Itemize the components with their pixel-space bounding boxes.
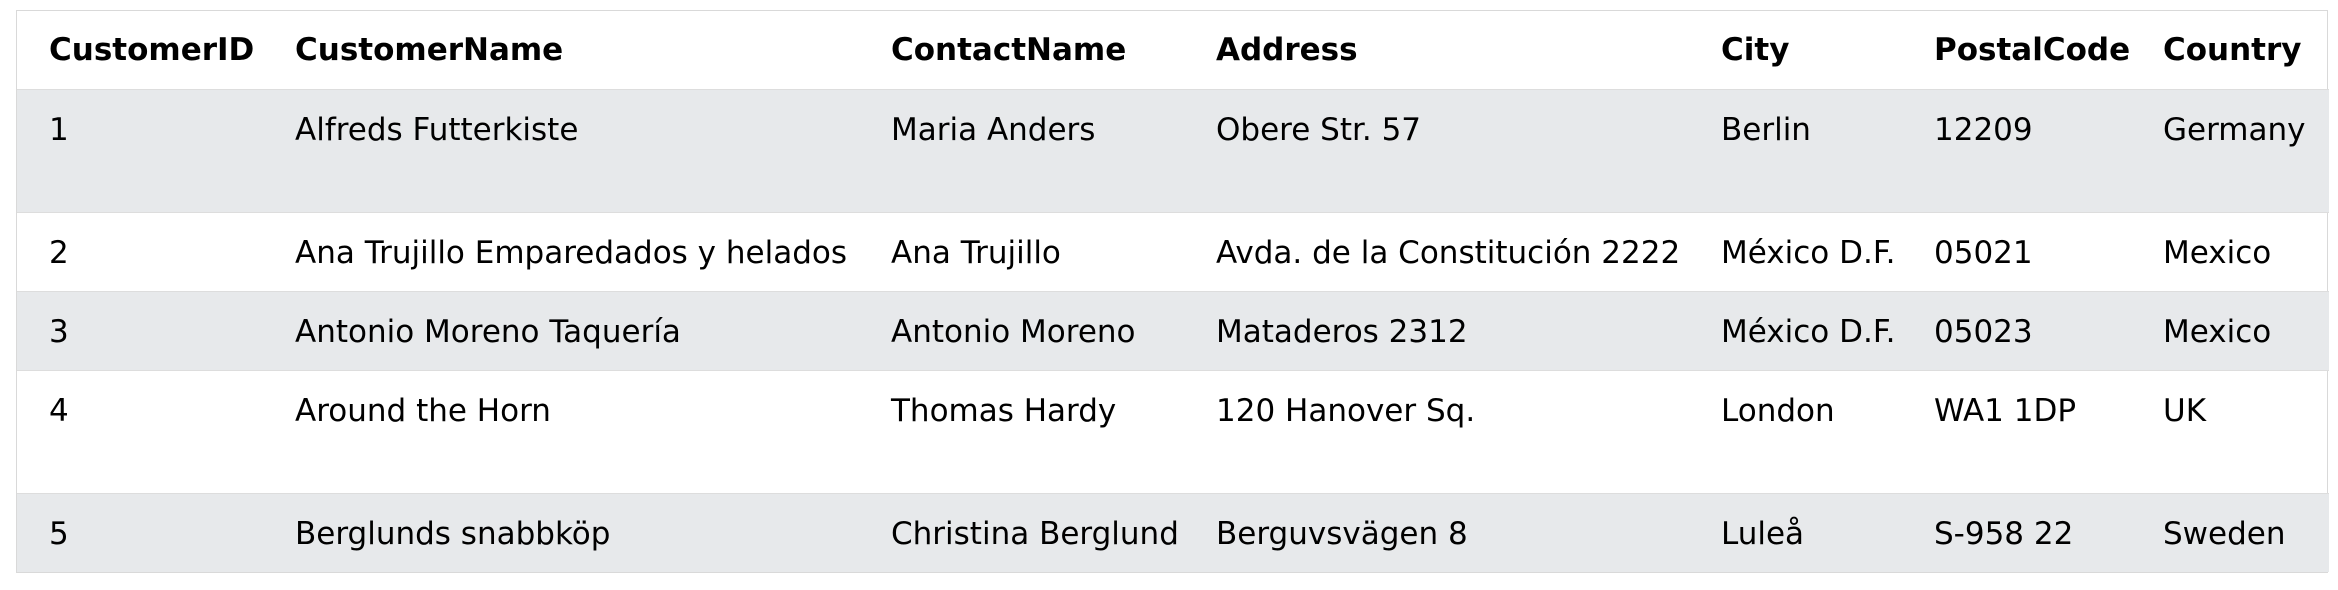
cell-address: Avda. de la Constitución 2222 [1216, 234, 1681, 271]
customers-table [17, 11, 2329, 572]
cell-postal-code: 05023 [1934, 313, 2033, 350]
cell-contact-name: Antonio Moreno [891, 313, 1136, 350]
cell-country: Germany [2163, 111, 2306, 148]
cell-address: Berguvsvägen 8 [1216, 515, 1468, 552]
cell-address: Mataderos 2312 [1216, 313, 1468, 350]
header-customer-name: CustomerName [295, 32, 564, 68]
cell-contact-name: Ana Trujillo [891, 234, 1061, 271]
cell-city: México D.F. [1721, 313, 1896, 350]
cell-city: London [1721, 392, 1835, 429]
cell-customer-name: Berglunds snabbköp [295, 515, 611, 552]
cell-city: Berlin [1721, 111, 1811, 148]
cell-city: Luleå [1721, 515, 1805, 552]
table-row [17, 89, 2329, 212]
cell-postal-code: S-958 22 [1934, 515, 2074, 552]
cell-country: Mexico [2163, 313, 2272, 350]
cell-contact-name: Thomas Hardy [891, 392, 1117, 429]
header-contact-name: ContactName [891, 32, 1127, 68]
table-header-row [17, 11, 2329, 89]
cell-postal-code: WA1 1DP [1934, 392, 2077, 429]
table-row [17, 370, 2329, 493]
cell-customer-id: 2 [49, 234, 69, 271]
cell-country: Sweden [2163, 515, 2286, 552]
cell-customer-id: 5 [49, 515, 69, 552]
cell-postal-code: 05021 [1934, 234, 2033, 271]
cell-customer-name: Around the Horn [295, 392, 551, 429]
header-address: Address [1216, 32, 1358, 68]
cell-customer-name: Ana Trujillo Emparedados y helados [295, 234, 847, 271]
cell-contact-name: Christina Berglund [891, 515, 1179, 552]
cell-city: México D.F. [1721, 234, 1896, 271]
header-country: Country [2163, 32, 2302, 68]
cell-customer-name: Alfreds Futterkiste [295, 111, 579, 148]
table-row [17, 291, 2329, 370]
table-row [17, 212, 2329, 291]
cell-customer-id: 3 [49, 313, 69, 350]
table-row [17, 493, 2329, 572]
cell-postal-code: 12209 [1934, 111, 2033, 148]
cell-contact-name: Maria Anders [891, 111, 1096, 148]
cell-customer-id: 1 [49, 111, 69, 148]
customers-table-container [16, 10, 2328, 573]
header-postal-code: PostalCode [1934, 32, 2131, 68]
cell-address: Obere Str. 57 [1216, 111, 1422, 148]
cell-customer-id: 4 [49, 392, 69, 429]
cell-country: Mexico [2163, 234, 2272, 271]
cell-country: UK [2163, 392, 2207, 429]
cell-address: 120 Hanover Sq. [1216, 392, 1476, 429]
header-customer-id: CustomerID [49, 32, 255, 68]
header-city: City [1721, 32, 1790, 68]
cell-customer-name: Antonio Moreno Taquería [295, 313, 681, 350]
